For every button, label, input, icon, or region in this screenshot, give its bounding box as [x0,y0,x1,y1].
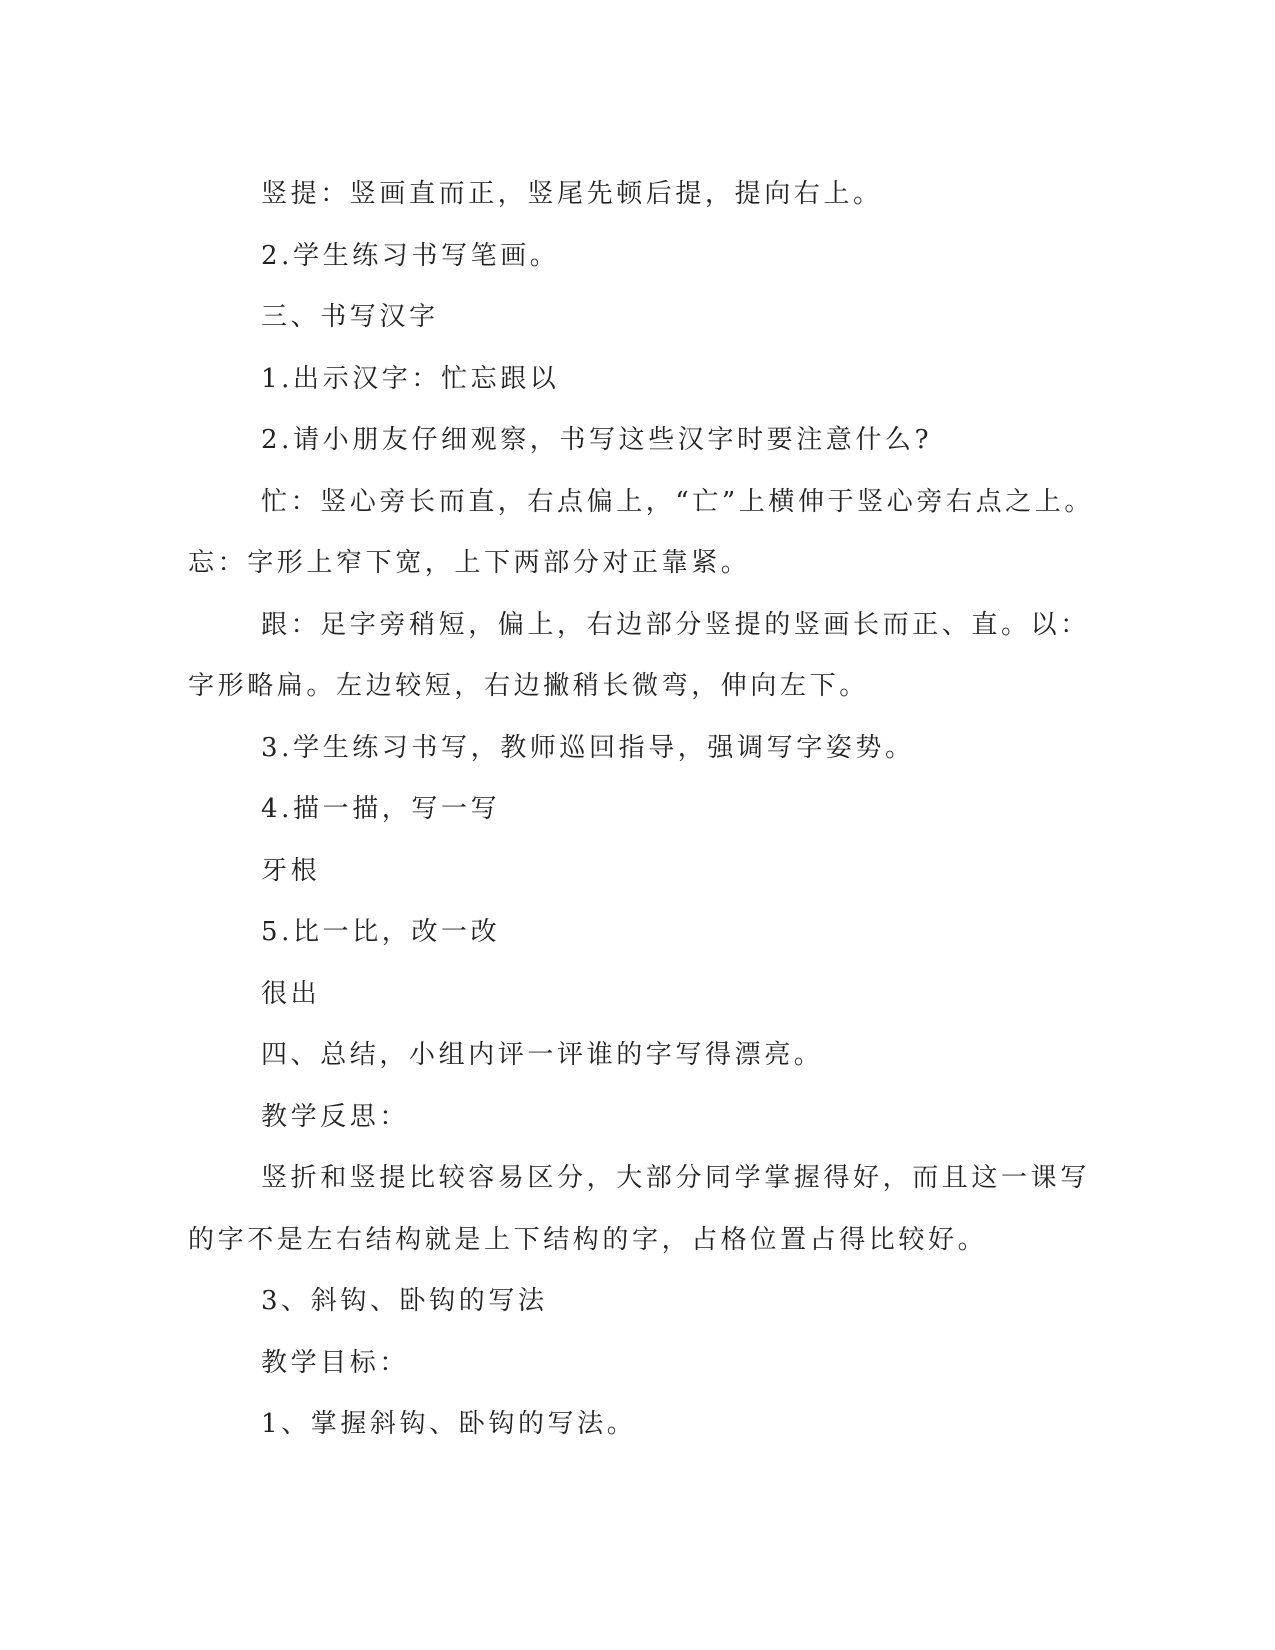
paragraph: 2.学生练习书写笔画。 [261,240,560,271]
paragraph: 的字不是左右结构就是上下结构的字，占格位置占得比较好。 [188,1224,988,1255]
paragraph: 竖提：竖画直而正，竖尾先顿后提，提向右上。 [261,179,883,209]
paragraph: 3.学生练习书写，教师巡回指导，强调写字姿势。 [261,732,915,763]
paragraph: 跟：足字旁稍短，偏上，右边部分竖提的竖画长而正、直。以： [261,609,1090,640]
document-body [188,164,1094,1456]
paragraph: 1、掌握斜钩、卧钩的写法。 [261,1409,637,1439]
section-heading: 三、书写汉字 [261,302,439,332]
paragraph: 2.请小朋友仔细观察，书写这些汉字时要注意什么? [261,425,933,455]
paragraph: 很出 [261,978,321,1009]
paragraph: 竖折和竖提比较容易区分，大部分同学掌握得好，而且这一课写 [261,1163,1090,1193]
paragraph: 字形略扁。左边较短，右边撇稍长微弯，伸向左下。 [188,671,869,701]
section-heading: 四、总结，小组内评一评谁的字写得漂亮。 [261,1040,824,1070]
paragraph: 4.描一描，写一写 [261,794,501,824]
paragraph: 5.比一比，改一改 [261,917,501,947]
paragraph: 忙：竖心旁长而直，右点偏上，“亡”上横伸于竖心旁右点之上。 [261,486,1094,517]
paragraph: 1.出示汉字：忙忘跟以 [261,363,560,394]
paragraph: 牙根 [261,855,321,886]
section-heading: 教学目标： [261,1347,410,1378]
section-heading: 3、斜钩、卧钩的写法 [261,1286,548,1316]
paragraph: 忘：字形上窄下宽，上下两部分对正靠紧。 [188,548,751,578]
section-heading: 教学反思： [261,1101,410,1132]
